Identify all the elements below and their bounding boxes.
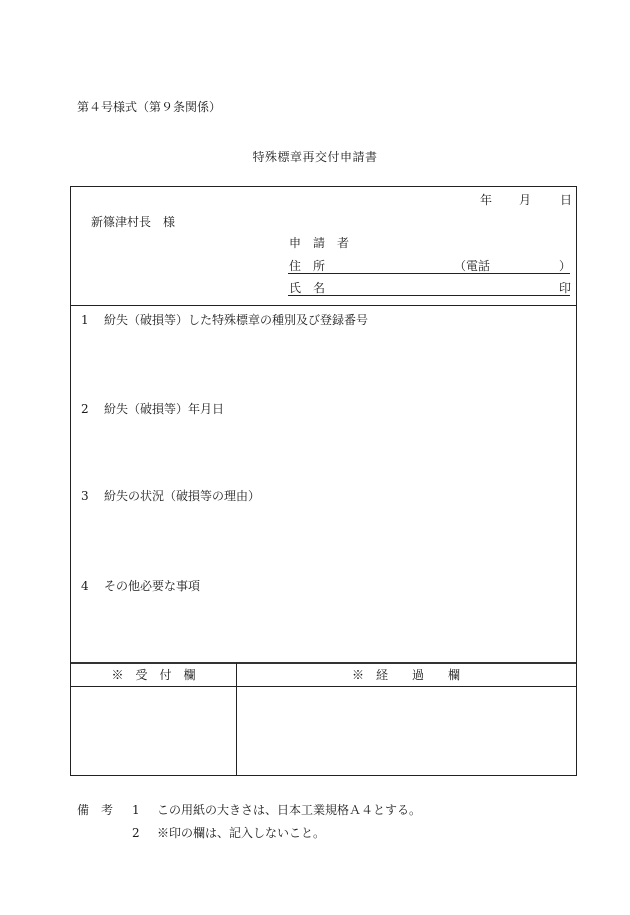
item-2-text: 紛失（破損等）年月日	[104, 402, 225, 416]
date-year: 年	[480, 193, 493, 207]
name-label: 氏 名	[289, 281, 326, 295]
note-2-text: ※印の欄は、記入しないこと。	[157, 826, 326, 840]
item-1-number: 1	[81, 313, 89, 327]
addressee: 新篠津村長 様	[91, 215, 176, 229]
form-number-label: 第４号様式（第９条関係）	[77, 100, 222, 114]
document-title: 特殊標章再交付申請書	[252, 150, 378, 164]
progress-column-header: ※ 経 過 欄	[351, 668, 460, 682]
item-1-text: 紛失（破損等）した特殊標章の種別及び登録番号	[104, 313, 369, 327]
address-underline	[288, 273, 570, 274]
phone-open: （電話	[454, 259, 491, 273]
footer-divider	[71, 662, 576, 664]
date-month: 月	[519, 193, 532, 207]
note-1-text: この用紙の大きさは、日本工業規格Ａ４とする。	[157, 803, 422, 817]
notes-label: 備 考	[77, 803, 114, 817]
applicant-label: 申 請 者	[289, 236, 350, 250]
name-underline	[288, 295, 570, 296]
footer-header-divider	[71, 686, 576, 687]
phone-close: ）	[559, 259, 572, 273]
application-form-box	[70, 186, 577, 776]
reception-column-header: ※ 受 付 欄	[111, 668, 196, 682]
item-4-text: その他必要な事項	[104, 579, 201, 593]
item-3-number: 3	[81, 489, 89, 503]
address-label: 住 所	[289, 259, 326, 273]
note-2-number: 2	[132, 826, 140, 840]
date-day: 日	[560, 193, 573, 207]
header-divider	[71, 305, 576, 306]
item-2-number: 2	[81, 402, 89, 416]
item-4-number: 4	[81, 579, 89, 593]
item-3-text: 紛失の状況（破損等の理由）	[104, 489, 261, 503]
note-1-number: 1	[132, 803, 140, 817]
seal-mark: 印	[559, 281, 572, 295]
